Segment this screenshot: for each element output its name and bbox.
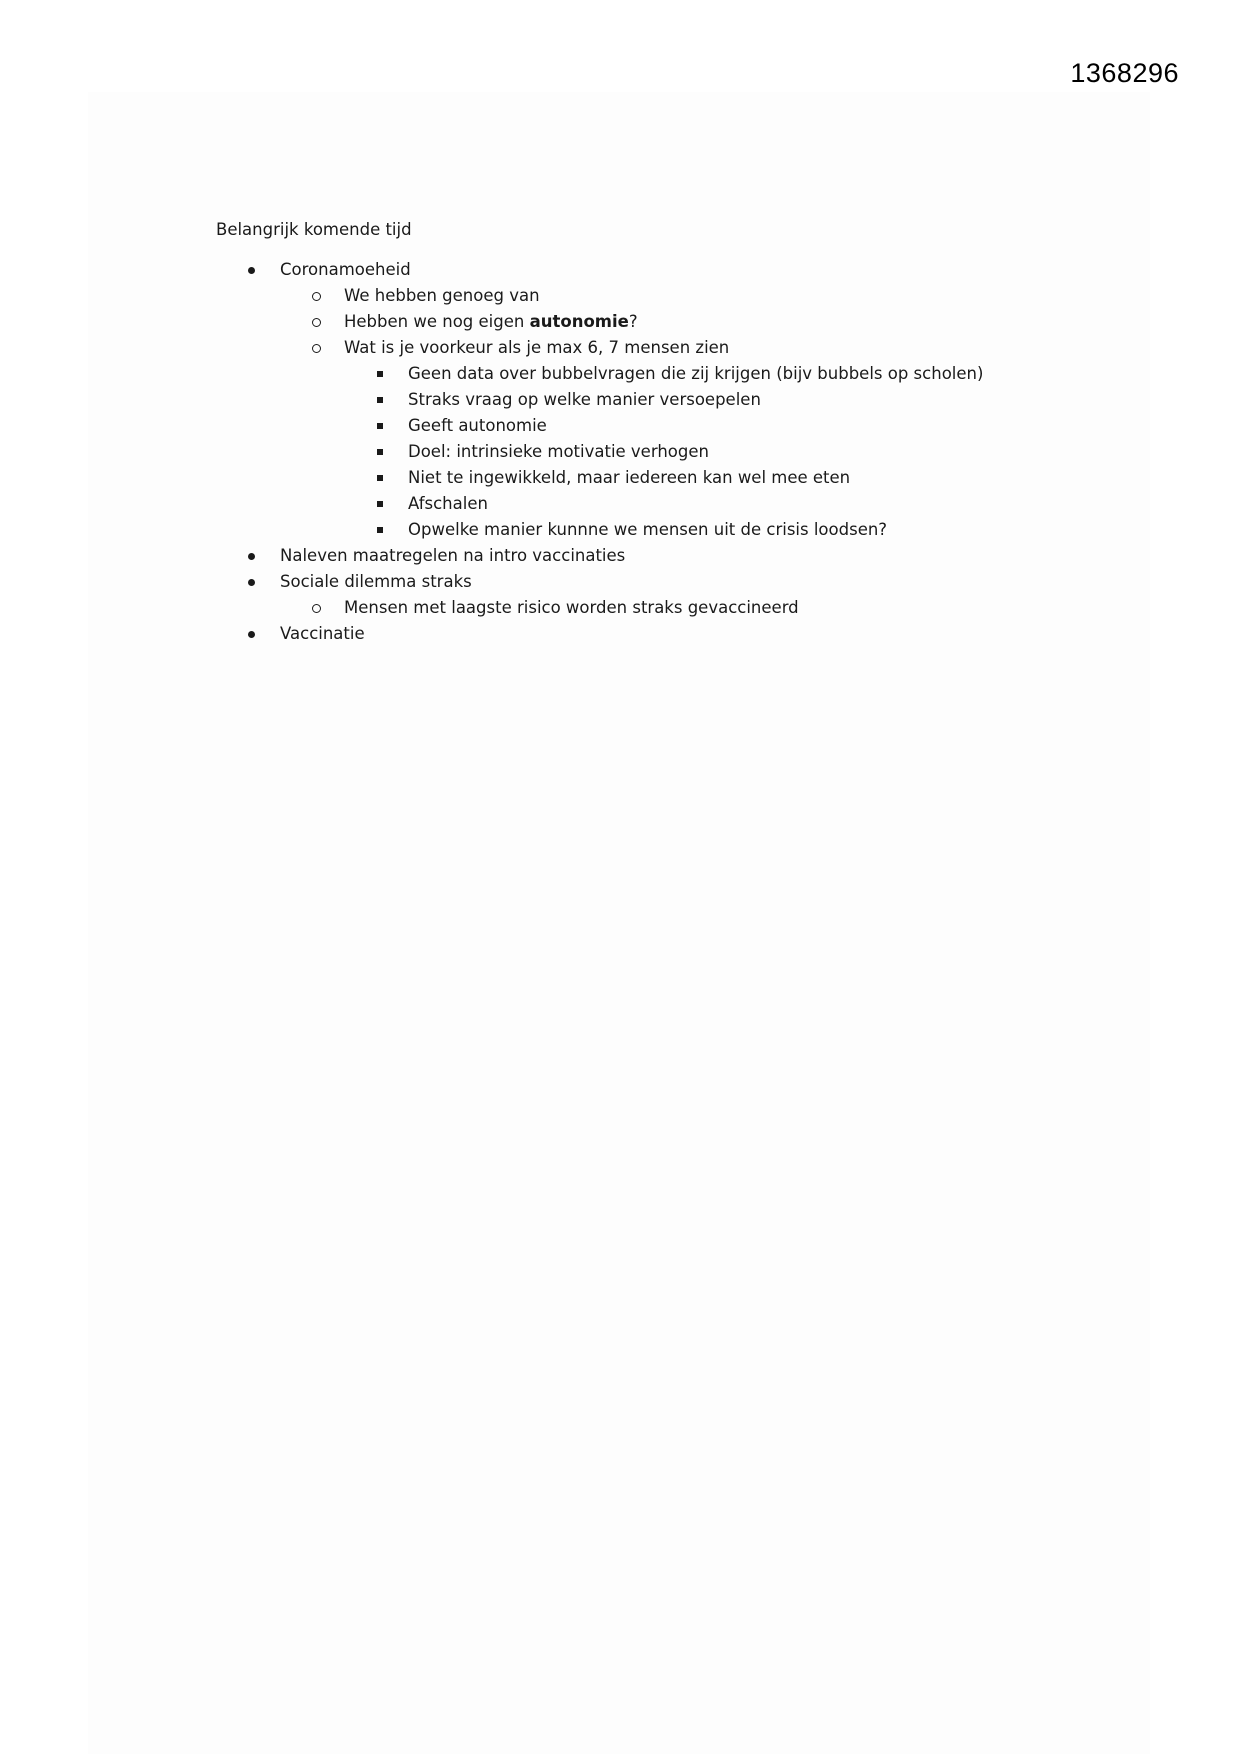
- list-item-text: Sociale dilemma straks: [280, 572, 472, 591]
- list-item: [216, 257, 983, 283]
- sub-sub-list-item: [216, 387, 983, 413]
- document-body: [216, 217, 983, 647]
- list-item: [216, 543, 983, 569]
- document-id: 1368296: [1070, 58, 1179, 88]
- sub-sub-list-item: [216, 491, 983, 517]
- sub-sub-list-item: [216, 361, 983, 387]
- section-heading: Belangrijk komende tijd: [216, 220, 412, 239]
- list-item: [216, 569, 983, 595]
- sub-sub-list-item: [216, 465, 983, 491]
- sub-list-item: [216, 309, 983, 335]
- list-item-text: Mensen met laagste risico worden straks gevaccineerd: [344, 598, 799, 617]
- list-item-text: Wat is je voorkeur als je max 6, 7 mensen zien: [344, 338, 730, 357]
- list-item-text: Afschalen: [408, 494, 488, 513]
- list-item-text: Straks vraag op welke manier versoepelen: [408, 390, 761, 409]
- bold-text: autonomie: [529, 312, 629, 331]
- sub-sub-list-item: [216, 413, 983, 439]
- list-item-text: Coronamoeheid: [280, 260, 411, 279]
- list-item-text: ?: [628, 312, 638, 331]
- list-item-text: We hebben genoeg van: [344, 286, 540, 305]
- list-item: [216, 621, 983, 647]
- list-item-text: Naleven maatregelen na intro vaccinaties: [280, 546, 626, 565]
- list-item-text: Opwelke manier kunnne we mensen uit de crisis loodsen?: [408, 520, 888, 539]
- sub-list-item: [216, 283, 983, 309]
- sub-sub-list-item: [216, 439, 983, 465]
- sub-list-item: [216, 335, 983, 361]
- list-item-text: Hebben we nog eigen: [344, 312, 530, 331]
- list-item-text: Geen data over bubbelvragen die zij krijgen (bijv bubbels op scholen): [408, 364, 984, 383]
- list-item-text: Geeft autonomie: [408, 416, 547, 435]
- sub-sub-list-item: [216, 517, 983, 543]
- list-item-text: Doel: intrinsieke motivatie verhogen: [408, 442, 709, 461]
- sub-list-item: [216, 595, 983, 621]
- list-item-text: Vaccinatie: [280, 624, 365, 643]
- list-item-text: Niet te ingewikkeld, maar iedereen kan wel mee eten: [408, 468, 851, 487]
